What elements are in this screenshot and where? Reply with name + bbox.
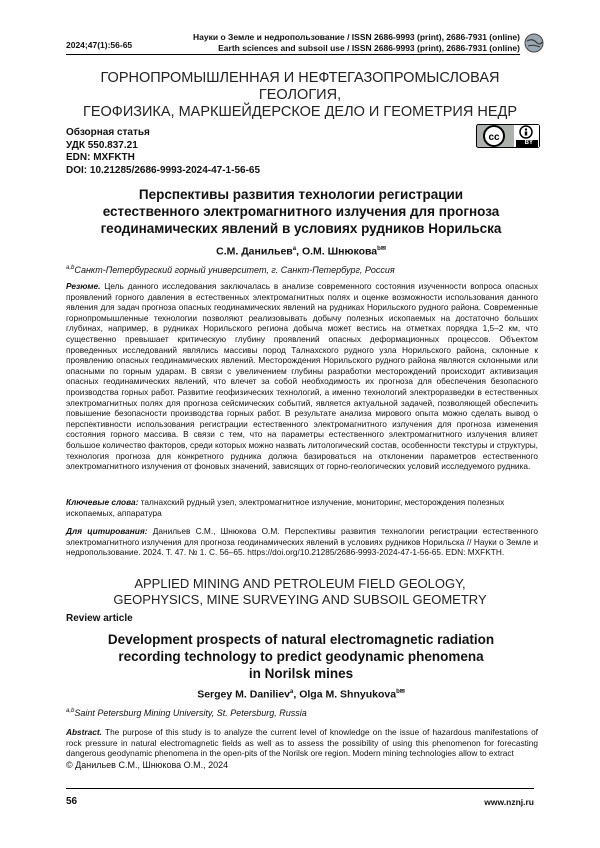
issue-info: 2024;47(1):56-65 — [66, 40, 133, 50]
journal-title-en: Earth sciences and subsoil use / ISSN 2686-9993 (print), 2686-7931 (online) — [218, 43, 520, 53]
footer-divider — [66, 788, 534, 789]
globe-icon — [524, 33, 544, 53]
abstract-label: Резюме. — [66, 281, 101, 291]
svg-text:cc: cc — [488, 132, 500, 143]
affiliation-en: $^{a,b}$Saint Petersburg Mining University, St. Petersburg, Russia — [66, 708, 307, 718]
article-title-ru: Перспективы развития технологии регистрации естественного электромагнитного излучения для прогноза геодинамических явлений в условиях рудников Норильска — [100, 187, 502, 236]
journal-header — [193, 32, 520, 54]
page-number: 56 — [66, 796, 78, 807]
article-meta — [66, 127, 260, 177]
doi[interactable]: DOI: 10.21285/2686-9993-2024-47-1-56-65 — [66, 164, 261, 176]
author-2-en: Olga M. Shnyukova — [299, 688, 397, 701]
udk: УДК 550.837.21 — [66, 139, 138, 151]
article-type-en: Review article — [66, 613, 133, 624]
citation-ru: Для цитирования: Данильев С.М., Шнюкова О.М. Перспективы развития технологии регистрации естественного электромагнитного излучения для прогноза геодинамических явлений в условиях рудников Норильска // Науки о Земле и недропользование. 2024. Т. 47. № 1. С. 56–65. https://doi.org/10.21285/2686-9993-2024-47-1-56-65. EDN: MXFKTH. — [66, 526, 538, 558]
cc-by-label: BY — [524, 140, 533, 146]
mail-icon-en[interactable]: ✉ — [399, 689, 405, 695]
journal-title-ru: Науки о Земле и недропользование / ISSN 2686-9993 (print), 2686-7931 (online) — [193, 32, 520, 42]
authors-en: Sergey M. Daniliev$^a$, Olga M. Shnyukova$^{b✉}$ — [197, 688, 405, 701]
abstract-text: Цель данного исследования заключалась в анализе современного состояния изученности вопроса опасных проявлений горного давления в естественных электромагнитных полях и оценке возможности использования данного явления для задач прогноза опасных геодинамических явлений на рудниках Норильского рудного района. Современные горнопромышленные технологии позволяют реализовывать добычу полезных ископаемых на достаточно больших глубинах, например, в рудниках Норильского региона добыча может вестись на отметках порядка 1,5–2 км, что существенно превышает критическую глубину проявлений опасных деформационных процессов. Объектом проведенных исследований являлись массивы пород Талнахского рудного узла Норильского района, склонные к проявлению опасных геодинамических явлений. Месторождения Норильского рудного района являются склонными или опасными по горным ударам. В связи с увеличением глубины разработки месторождений происходит активизация опасных геодинамических явлений, что влечет за собой необходимость их прогноза для обеспечения безопасного производства горных работ. Развитие геофизических технологий, а именно технологий электроразведки в естественных электромагнитных полях для прогноза сейсмических событий, является актуальной задачей, позволяющей обеспечить повышение безопасности производства горных работ. В результате анализа мирового опыта можно сделать вывод о перспективности использования регистрации естественного электромагнитного излучения для прогноза изменения состояния горного массива. В связи с тем, что на параметры естественного электромагнитного излучения влияет большое количество факторов, среди которых можно назвать литологический состав, особенности текстуры и структуры, технология прогноза для конкретного рудника должна базироваться на отклонении параметров естественного электромагнитного излучения от фоновых значений, зависящих от горно-геологических условий исследуемого рудника. — [66, 281, 538, 472]
article-type: Обзорная статья — [66, 127, 150, 138]
authors-ru: С.М. Данильев$^a$, О.М. Шнюкова$^{b✉}$ — [216, 245, 386, 258]
journal-site-link[interactable]: www.nznj.ru — [484, 797, 534, 807]
author-2: О.М. Шнюкова — [301, 245, 378, 258]
article-title-en: Development prospects of natural electromagnetic radiation recording technology to predict geodynamic phenomena in Norilsk mines — [107, 632, 495, 681]
affiliation-ru: $^{a,b}$Санкт-Петербургский горный университет, г. Санкт-Петербург, Россия — [66, 265, 395, 275]
header-divider — [66, 54, 520, 55]
mail-icon[interactable]: ✉ — [380, 246, 386, 252]
section-title-en: APPLIED MINING AND PETROLEUM FIELD GEOLOGY, GEOPHYSICS, MINE SURVEYING AND SUBSOIL GEOMETRY — [113, 576, 487, 607]
section-title-ru: ГОРНОПРОМЫШЛЕННАЯ И НЕФТЕГАЗОПРОМЫСЛОВАЯ ГЕОЛОГИЯ, ГЕОФИЗИКА, МАРКШЕЙДЕРСКОЕ ДЕЛО И ГЕОМЕТРИЯ НЕДР — [83, 70, 517, 120]
keywords-ru: Ключевые слова: талнахский рудный узел, электромагнитное излучение, мониторинг, месторождения полезных ископаемых, аппаратура — [66, 497, 505, 518]
edn: EDN: MXFKTH — [66, 152, 135, 163]
abstract-en: Abstract. The purpose of this study is to analyze the current level of knowledge on the issue of hazardous manifestations of rock pressure in natural electromagnetic fields as well as to assess the possibility of using this phenomenon for forecasting dangerous geodynamic phenomena in the open-pits of the Norilsk ore region. Modern mining technologies allow to extract — [66, 727, 538, 759]
author-1: С.М. Данильев — [216, 245, 293, 258]
abstract-ru — [66, 281, 538, 472]
copyright: © Данильев С.М., Шнюкова О.М., 2024 — [66, 760, 229, 770]
author-1-en: Sergey M. Daniliev — [197, 688, 291, 701]
